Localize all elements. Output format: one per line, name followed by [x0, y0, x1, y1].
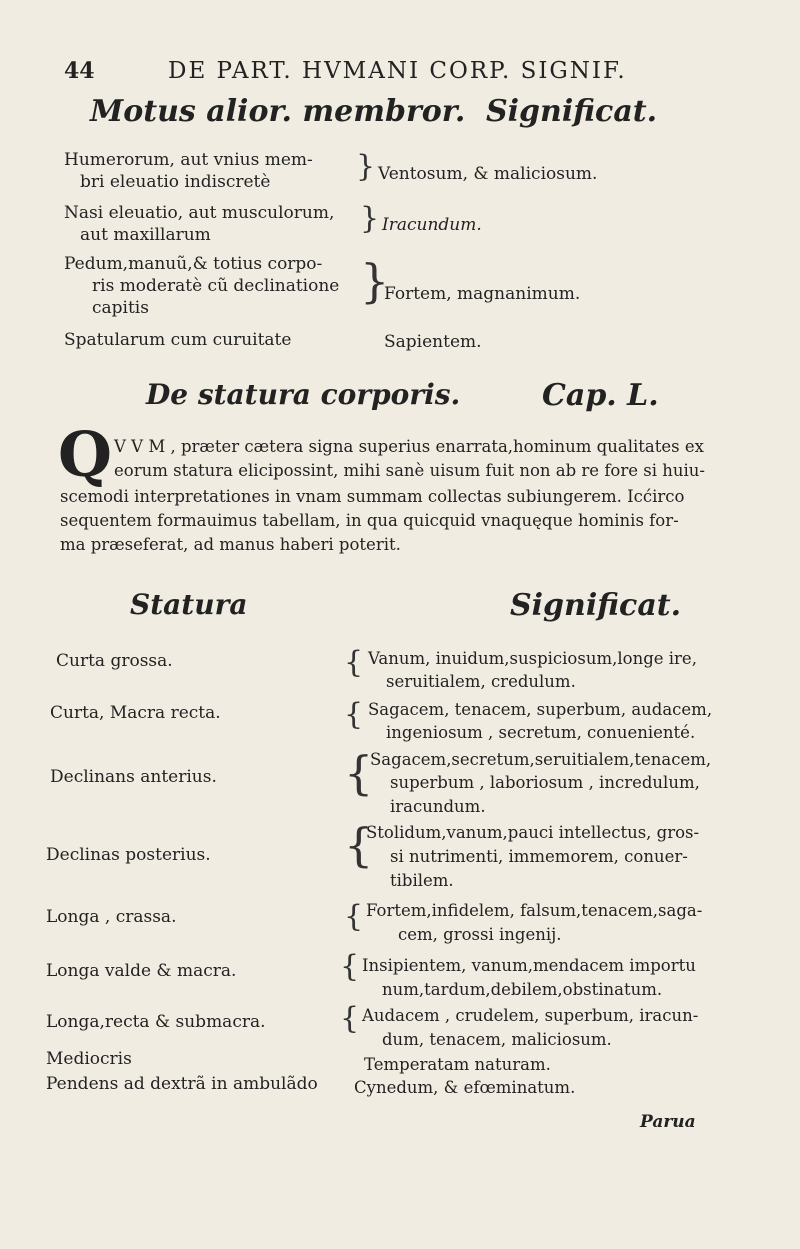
stat-row-5-right-1: Fortem,infidelem, falsum,tenacem,saga- — [366, 901, 703, 920]
para-line-4: sequentem formauimus tabellam, in qua quicquid vnaquęque hominis for- — [60, 511, 679, 530]
stat-row-6-right-1: Insipientem, vanum,mendacem importu — [362, 956, 696, 975]
stat-row-1-right-2: seruitialem, credulum. — [386, 672, 576, 691]
catchword: Parua — [640, 1112, 696, 1132]
stat-row-6-right-2: num,tardum,debilem,obstinatum. — [382, 980, 663, 999]
s1-e3-right: Fortem, magnanimum. — [384, 284, 581, 304]
stat-row-3-right-3: iracundum. — [390, 797, 486, 816]
section1-right-heading: Significat. — [486, 94, 658, 129]
s1-e3-left-1: Pedum,manuũ,& totius corpo- — [64, 254, 323, 274]
s1-e1-right: Ventosum, & maliciosum. — [378, 164, 598, 184]
s1-e4-right: Sapientem. — [384, 332, 482, 352]
stat-row-3-brace: { — [344, 746, 374, 800]
stat-row-6-left: Longa valde & macra. — [46, 961, 237, 981]
stat-row-4-right-1: Stolidum,vanum,pauci intellectus, gros- — [366, 823, 700, 842]
s1-e1-left-2: bri eleuatio indiscretè — [80, 172, 271, 192]
running-title: DE PART. HVMANI CORP. SIGNIF. — [168, 58, 627, 84]
stat-row-2-right-2: ingeniosum , secretum, conuenienté. — [386, 723, 696, 742]
s1-e2-brace: } — [360, 201, 380, 236]
stat-row-2-left: Curta, Macra recta. — [50, 703, 221, 723]
stat-row-4-left: Declinas posterius. — [46, 845, 211, 865]
s1-e3-left-2: ris moderatè cũ declinatione — [92, 276, 340, 296]
stat-row-7-right-2: dum, tenacem, maliciosum. — [382, 1030, 612, 1049]
stat-row-5-right-2: cem, grossi ingenij. — [398, 925, 562, 944]
stat-row-7-brace: { — [340, 1001, 360, 1036]
page-number: 44 — [64, 58, 95, 84]
stat-row-9-left: Pendens ad dextrã in ambulãdo — [46, 1074, 318, 1094]
stat-row-3-right-1: Sagacem,secretum,seruitialem,tenacem, — [370, 750, 712, 769]
stat-row-3-right-2: superbum , laboriosum , incredulum, — [390, 773, 700, 792]
s1-e1-left-1: Humerorum, aut vnius mem- — [64, 150, 313, 170]
s1-e2-left-1: Nasi eleuatio, aut musculorum, — [64, 203, 335, 223]
stat-row-5-left: Longa , crassa. — [46, 907, 177, 927]
stat-row-9-right: Cynedum, & efœminatum. — [354, 1078, 576, 1097]
stat-row-8-right: Temperatam naturam. — [364, 1055, 551, 1074]
stat-row-4-brace: { — [344, 818, 374, 872]
stat-row-6-brace: { — [340, 949, 360, 984]
para-line-2: eorum statura elicipossint, mihi sanè uisum fuit non ab re fore si huiu- — [114, 461, 705, 480]
para-line-3: scemodi interpretationes in vnam summam collectas subiungerem. Icćirco — [60, 487, 685, 506]
stat-row-8-left: Mediocris — [46, 1049, 132, 1069]
para-line-5: ma præseferat, ad manus haberi poterit. — [60, 535, 401, 554]
table-left-heading: Statura — [130, 588, 248, 621]
chapter-title: De statura corporis. — [146, 378, 461, 411]
s1-e2-left-2: aut maxillarum — [80, 225, 211, 245]
stat-row-2-right-1: Sagacem, tenacem, superbum, audacem, — [368, 700, 713, 719]
stat-row-1-brace: { — [344, 645, 364, 680]
table-right-heading: Significat. — [510, 588, 682, 623]
stat-row-4-right-2: si nutrimenti, immemorem, conuer- — [390, 847, 688, 866]
stat-row-7-left: Longa,recta & submacra. — [46, 1012, 266, 1032]
stat-row-3-left: Declinans anterius. — [50, 767, 217, 787]
s1-e3-brace: } — [360, 254, 390, 308]
stat-row-4-right-3: tibilem. — [390, 871, 454, 890]
s1-e2-right: Iracundum. — [382, 215, 482, 235]
s1-e4-left: Spatularum cum curuitate — [64, 330, 292, 350]
stat-row-5-brace: { — [344, 899, 364, 934]
section1-left-heading: Motus alior. membror. — [90, 94, 466, 129]
stat-row-7-right-1: Audacem , crudelem, superbum, iracun- — [362, 1006, 699, 1025]
stat-row-1-right-1: Vanum, inuidum,suspiciosum,longe ire, — [368, 649, 697, 668]
stat-row-1-left: Curta grossa. — [56, 651, 173, 671]
s1-e1-brace: } — [356, 149, 376, 184]
chapter-number: Cap. L. — [542, 378, 659, 413]
stat-row-2-brace: { — [344, 697, 364, 732]
s1-e3-left-3: capitis — [92, 298, 149, 318]
drop-cap: Q — [58, 418, 113, 491]
para-line-1: V V M , præter cætera signa superius enarrata,hominum qualitates ex — [114, 437, 704, 456]
